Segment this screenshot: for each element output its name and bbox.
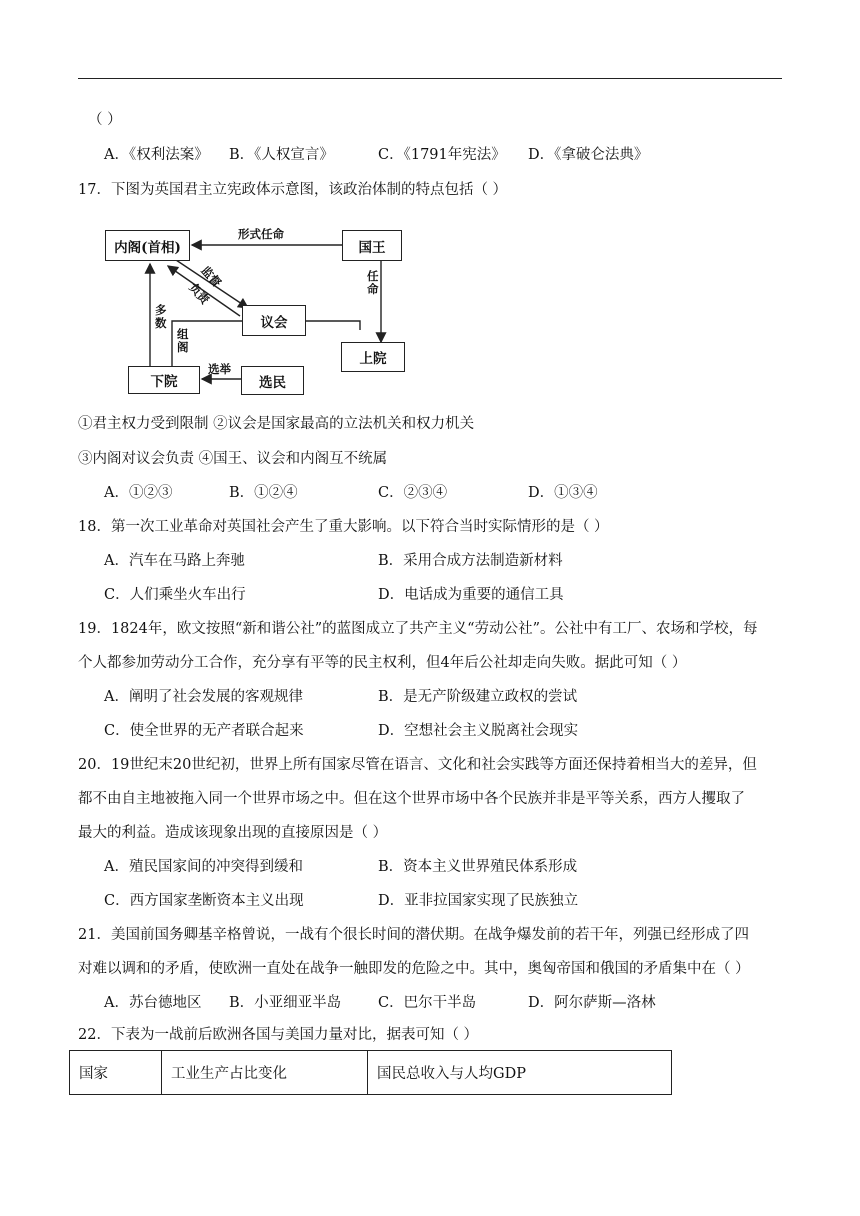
q19-option-b[interactable]: B．是无产阶级建立政权的尝试 xyxy=(378,689,578,705)
table-row xyxy=(70,1051,672,1095)
q17-option-c[interactable]: C．②③④ xyxy=(378,485,448,501)
q16-option-a[interactable]: A．《权利法案》 xyxy=(104,147,209,163)
q20-option-c[interactable]: C．西方国家垄断资本主义出现 xyxy=(104,893,304,909)
q17-statement-2: ③内阁对议会负责 ④国王、议会和内阁互不统属 xyxy=(78,451,388,467)
q22-table xyxy=(69,1050,672,1095)
q16-option-d[interactable]: D．《拿破仑法典》 xyxy=(528,147,649,163)
q19-option-d[interactable]: D．空想社会主义脱离社会现实 xyxy=(378,723,579,739)
label-formal-appoint: 形式任命 xyxy=(238,227,284,241)
lower-house-box: 下院 xyxy=(128,366,200,394)
q16-stem-tail: （ ） xyxy=(88,112,122,128)
q18-option-c[interactable]: C．人们乘坐火车出行 xyxy=(104,587,246,603)
constitutional-monarchy-diagram xyxy=(100,218,420,400)
q18-stem: 18．第一次工业革命对英国社会产生了重大影响。以下符合当时实际情形的是（ ） xyxy=(78,519,609,535)
parliament-box: 议会 xyxy=(242,305,306,336)
q20-stem-line-2: 都不由自主地被拖入同一个世界市场之中。但在这个世界市场中各个民族并非是平等关系，西方人攫取了 xyxy=(78,791,745,807)
label-form-cabinet: 组阁 xyxy=(177,327,189,354)
q20-stem-line-3: 最大的利益。造成该现象出现的直接原因是（ ） xyxy=(78,825,388,841)
q17-option-b[interactable]: B．①②④ xyxy=(229,485,298,501)
table-header-income-gdp: 国民总收入与人均GDP xyxy=(368,1051,672,1095)
q19-stem-line-2: 个人都参加劳动分工合作，充分享有平等的民主权利，但4年后公社却走向失败。据此可知（ ） xyxy=(78,655,687,671)
q17-option-d[interactable]: D．①③④ xyxy=(528,485,598,501)
q18-option-d[interactable]: D．电话成为重要的通信工具 xyxy=(378,587,564,603)
label-responsible: 负责 xyxy=(186,280,213,307)
q20-option-b[interactable]: B．资本主义世界殖民体系形成 xyxy=(378,859,578,875)
upper-house-box: 上院 xyxy=(341,342,405,372)
label-elect: 选举 xyxy=(208,362,231,376)
q19-option-a[interactable]: A．阐明了社会发展的客观规律 xyxy=(104,689,303,705)
q21-option-d[interactable]: D．阿尔萨斯—洛林 xyxy=(528,995,656,1011)
q22-stem: 22．下表为一战前后欧洲各国与美国力量对比，据表可知（ ） xyxy=(78,1027,479,1043)
q19-option-c[interactable]: C．使全世界的无产者联合起来 xyxy=(104,723,304,739)
table-header-country: 国家 xyxy=(70,1051,162,1095)
cabinet-box: 内阁(首相) xyxy=(105,230,190,261)
q20-option-d[interactable]: D．亚非拉国家实现了民族独立 xyxy=(378,893,579,909)
q17-option-a[interactable]: A．①②③ xyxy=(104,485,173,501)
q21-option-b[interactable]: B．小亚细亚半岛 xyxy=(229,995,342,1011)
q17-statement-1: ①君主权力受到限制 ②议会是国家最高的立法机关和权力机关 xyxy=(78,416,475,432)
table-header-industrial-share: 工业生产占比变化 xyxy=(162,1051,368,1095)
king-box: 国王 xyxy=(342,230,402,261)
q20-option-a[interactable]: A．殖民国家间的冲突得到缓和 xyxy=(104,859,303,875)
header-rule xyxy=(78,78,782,79)
q21-stem-line-1: 21．美国前国务卿基辛格曾说，一战有个很长时间的潜伏期。在战争爆发前的若干年，列强已经形成了四 xyxy=(78,927,749,943)
q21-option-a[interactable]: A．苏台德地区 xyxy=(104,995,202,1011)
q17-stem: 17．下图为英国君主立宪政体示意图，该政治体制的特点包括（ ） xyxy=(78,182,508,198)
q16-option-c[interactable]: C．《1791年宪法》 xyxy=(378,147,506,163)
q21-stem-line-2: 对难以调和的矛盾，使欧洲一直处在战争一触即发的危险之中。其中，奥匈帝国和俄国的矛盾集中在（ ） xyxy=(78,961,750,977)
q19-stem-line-1: 19．1824年，欧文按照“新和谐公社”的蓝图成立了共产主义“劳动公社”。公社中有工厂、农场和学校，每 xyxy=(78,621,758,637)
voters-box: 选民 xyxy=(241,366,304,395)
label-majority: 多数 xyxy=(155,303,167,330)
label-appoint: 任命 xyxy=(367,269,379,296)
label-supervise: 监督 xyxy=(198,263,225,290)
q18-option-a[interactable]: A．汽车在马路上奔驰 xyxy=(104,553,245,569)
q21-option-c[interactable]: C．巴尔干半岛 xyxy=(378,995,477,1011)
q16-option-b[interactable]: B．《人权宣言》 xyxy=(229,147,334,163)
q18-option-b[interactable]: B．采用合成方法制造新材料 xyxy=(378,553,563,569)
q20-stem-line-1: 20．19世纪末20世纪初，世界上所有国家尽管在语言、文化和社会实践等方面还保持着相当大的差异，但 xyxy=(78,757,757,773)
